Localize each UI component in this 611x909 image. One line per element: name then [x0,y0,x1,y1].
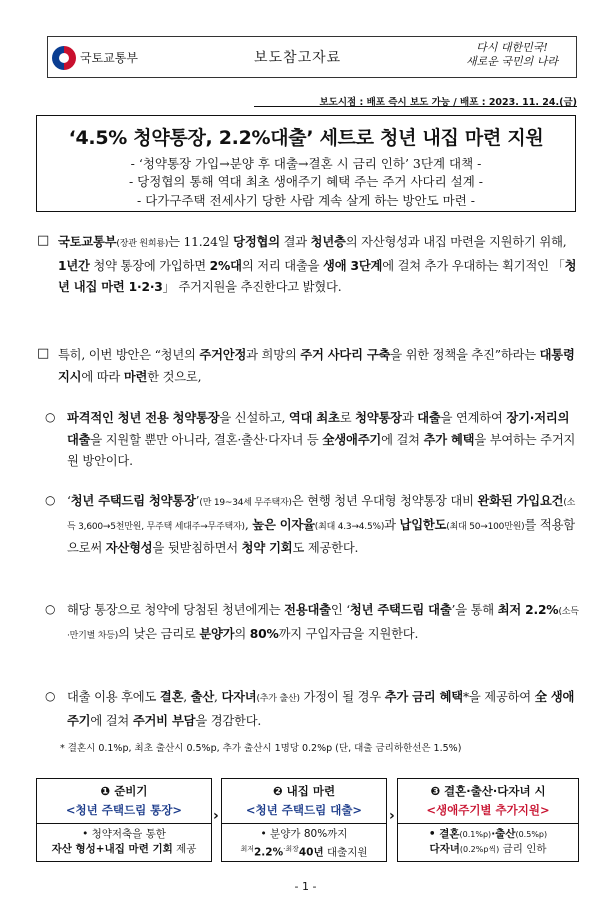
text-span: ’을 통해 [451,603,498,617]
text-span: *을 제공하여 [462,690,535,704]
step-line [398,842,578,857]
text-span: 금리 인하 [499,843,547,855]
circle-bullet-icon: ○ [45,602,56,616]
step-box-3 [397,778,579,862]
text-span: 결과 [279,235,311,249]
step-subtitle: <청년 주택드림 통장> [65,803,183,817]
bullet-2 [67,491,579,560]
page-title: ‘4.5% 청약통장, 2.2%대출’ 세트로 청년 내집 마련 지원 [68,127,544,149]
step-title: ❸ 결혼·출산·다자녀 시 [430,784,546,798]
text-span: (소득·만기별 차등) [67,607,579,641]
document-type: 보도참고자료 [254,50,342,66]
text-span: 을 연계하여 [440,411,507,425]
text-span: 청약 기회 [241,541,293,555]
step-body [222,827,386,861]
text-span: 다자녀 [221,690,257,704]
text-span: 80% [249,626,279,641]
step-line: • 분양가 80%까지 [260,828,348,840]
square-bullet-icon: □ [37,346,50,361]
text-span: 에 걸쳐 [90,713,133,728]
text-span: 납입한도 [399,517,447,532]
text-span: 청년 내집 마련 1·2·3 [58,258,577,294]
text-span: 까지 구입자금을 지원한다. [278,626,419,641]
slogan-line-2: 새로운 국민의 나라 [465,55,558,68]
text-span: 을 지원할 뿐만 아니라, 결혼·출산·다자녀 등 [90,432,323,447]
text-span: 최저 [240,845,254,853]
text-span: 의 [234,626,250,641]
text-span: 에 걸쳐 추가 우대하는 획기적인 「 [382,258,565,273]
text-span: 장기·저리의 대출 [67,411,570,447]
text-span: 자산 형성+내집 마련 기회 [51,843,173,855]
text-span: 에 걸쳐 [381,432,424,447]
text-span: 당정협의 [233,235,280,249]
release-underline [254,106,577,107]
step-line [222,842,386,861]
text-span: ‘ [67,494,71,508]
text-span: (소득 3,600→5천만원, 무주택 세대주→무주택자) [67,498,576,532]
text-span: 결혼 [159,690,184,704]
text-span: 의 낮은 금리로 [118,626,200,641]
bullet-4 [67,687,579,732]
text-span: 주거비 부담 [132,713,196,728]
step-line [398,827,578,842]
text-span: 에 따라 [81,369,124,384]
text-span: 주거안정 [199,348,247,362]
step-header [37,779,211,824]
text-span: 를 적용함으로써 [67,517,575,555]
text-span: 자산형성 [105,541,153,555]
text-span: 대출 [417,411,441,425]
step-title: ❶ 준비기 [100,784,148,798]
text-span: 마련 [123,369,148,384]
step-line: • 청약저축을 통한 [82,828,166,840]
text-span: 대출지원 [323,846,368,859]
ministry-logo-icon [52,46,76,70]
page-number: - 1 - [294,880,317,893]
text-span: 전용대출 [284,603,331,617]
circle-bullet-icon: ○ [45,493,56,507]
text-span: 특히, 이번 방안은 “청년의 [58,348,200,362]
text-span: , [244,517,253,532]
subtitle-1: - ‘청약통장 가입→분양 후 대출→결혼 시 금리 인하’ 3단계 대책 - [130,156,482,171]
text-span: 최저 2.2% [497,603,559,617]
text-span: 주거 사다리 구축 [300,348,391,362]
text-span: 」 주거지원을 추진한다고 밝혔다. [162,280,342,294]
text-span: 1년간 [58,258,90,273]
circle-bullet-icon: ○ [45,689,56,703]
text-span: 40년 [298,846,324,859]
text-span: 도 제공한다. [292,541,359,555]
step-line [37,842,211,857]
text-span: , [183,690,191,704]
text-span: 는 11.24일 [168,235,234,249]
text-span: 을 위한 정책을 추진”하라는 [390,348,540,362]
text-span: 全 생애주기 [67,690,575,728]
text-span: 과 [401,411,418,425]
text-span: 역대 최초 [288,411,340,425]
text-span: 全생애주기 [322,432,382,447]
text-span: 의 저리 대출을 [241,258,324,273]
text-span: 높은 이자율 [252,517,315,532]
text-span: 해당 통장으로 청약에 당첨된 청년에게는 [67,603,285,617]
text-span: 2.2% [253,846,284,859]
step-title: ❷ 내집 마련 [272,784,336,798]
text-span: 생애 3단계 [323,258,383,273]
text-span: 추가 금리 혜택 [384,690,463,704]
slogan [451,41,573,69]
step-subtitle: <생애주기별 추가지원> [426,803,550,817]
bullet-1 [67,408,579,473]
slogan-line-1: 다시 대한민국! [476,41,548,54]
text-span: 을 부여하는 주거지원 방안이다. [67,432,576,468]
text-span: (0.1%p) [459,830,492,839]
text-span: 파격적인 청년 전용 청약통장 [67,411,220,425]
text-span: 청년 주택드림 청약통장 [70,494,196,508]
text-span: 은 현행 청년 우대형 청약통장 대비 [291,494,478,508]
square-bullet-icon: □ [37,233,50,248]
text-span: 의 자산형성과 내집 마련을 지원하기 위해, [345,235,567,249]
circle-bullet-icon: ○ [45,410,56,424]
text-span: ·출산 [491,828,516,840]
text-span: (추가 출산) [256,694,300,704]
text-span: (최대 50→100만원) [446,521,525,532]
text-span: 청약 통장에 가입하면 [89,258,210,273]
text-span: ·최장 [283,845,299,853]
text-span: 완화된 가입요건 [477,494,564,508]
text-span: 2%대 [209,258,242,273]
step-box-1 [36,778,212,862]
text-span: 대출 이용 후에도 [67,690,160,704]
text-span: 청약통장 [355,411,402,425]
text-span: (장관 원희룡) [116,239,169,249]
paragraph-2 [58,345,578,388]
step-header [398,779,578,824]
subtitle-2: - 당정협의 통해 역대 최초 생애주기 혜택 주는 주거 사다리 설계 - [128,174,484,189]
text-span: • 결혼 [428,828,460,840]
step-box-2 [221,778,387,862]
bullet-3 [67,600,579,647]
text-span: (0.2%p씩) [459,845,500,854]
text-span: 인 ‘ [330,603,350,617]
text-span: 국토교통부 [58,235,117,249]
arrow-icon: › [213,808,219,824]
text-span: 제공 [172,843,197,855]
text-span: 추가 혜택 [423,432,475,447]
ministry-name: 국토교통부 [80,51,138,65]
text-span: 출산 [190,690,215,704]
text-span: 청년 주택드림 대출 [349,603,452,617]
text-span: 대통령 지시 [58,348,575,384]
text-span: 을 뒷받침하면서 [152,541,242,555]
text-span: 과 희망의 [246,348,301,362]
text-span: 을 경감한다. [195,713,262,728]
text-span: 한 것으로, [147,369,202,384]
step-header [222,779,386,824]
text-span: 다자녀 [429,843,460,855]
text-span: (최대 4.3→4.5%) [314,521,385,532]
text-span: , [214,690,222,704]
text-span: (0.5%p) [515,830,548,839]
arrow-icon: › [389,808,395,824]
paragraph-1 [58,232,578,299]
text-span: 을 신설하고, [219,411,289,425]
text-span: 과 [384,517,400,532]
text-span: 청년층 [310,235,346,249]
text-span: 가정이 될 경우 [299,690,385,704]
step-body [37,827,211,857]
step-subtitle: <청년 주택드림 대출> [245,803,363,817]
text-span: ’ [195,494,200,508]
text-span: (만 19~34세 무주택자) [199,498,292,508]
subtitle-3: - 다가구주택 전세사기 당한 사람 계속 살게 하는 방안도 마련 - [137,193,475,208]
release-info: 보도시점 : 배포 즉시 보도 가능 / 배포 : 2023. 11. 24.(금) [319,97,577,108]
text-span: 분양가 [199,626,235,641]
footnote: * 결혼시 0.1%p, 최초 출산시 0.5%p, 추가 출산시 1명당 0.2%p (단, 대출 금리하한선은 1.5%) [60,743,462,754]
text-span: 로 [339,411,356,425]
step-body [398,827,578,857]
